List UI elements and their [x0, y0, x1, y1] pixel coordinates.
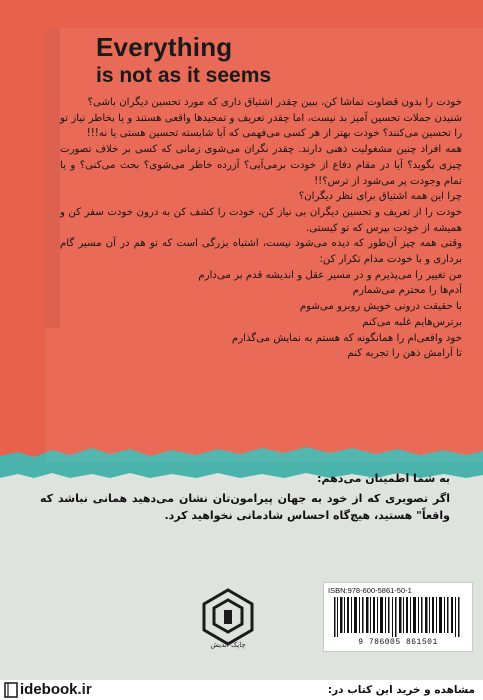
assurance-text: اگر تصویری که از خود به جهان پیرامون‌تان نشان می‌دهید همانی نباشد که واقعاً" هستید، هیچ‌گاه احساس شادمانی نخواهید کرد.	[40, 492, 450, 522]
blurb-paragraph: همه افراد چنین مشغولیت ذهنی دارند. چقدر نگران می‌شوی زمانی که کسی بر خلاف تصورت چیزی بگوید؟ آیا در مقام دفاع از خودت برمی‌آیی؟ آزرده خاطر می‌شوی؟ بحث می‌کنی؟ و یا تمام وجودت پر می‌شود از ترس؟!!	[60, 144, 462, 187]
poem-line: من تغییر را می‌پذیرم و در مسیر عقل و اندیشه قدم بر می‌دارم	[198, 269, 462, 281]
panel-shadow	[46, 28, 60, 328]
poem-line: برترس‌هایم غلبه می‌کنم	[362, 316, 462, 328]
assurance-heading: به شما اطمینان می‌دهم:	[317, 472, 450, 485]
poem-line: تا آرامش ذهن را تجربه کنم	[347, 348, 462, 360]
blurb-paragraph: وقتی همه چیز آن‌طور که دیده می‌شود نیست، اشتباه بزرگی است که تو هم در آن مسیر گام برداری و با خودت مدام تکرار کن:	[60, 238, 462, 266]
poem-lines	[60, 268, 462, 362]
blurb-paragraph: چرا این همه اشتیاق برای نظر دیگران؟	[298, 191, 462, 203]
poem-line: آدم‌ها را محترم می‌شمارم	[352, 285, 462, 297]
blurb-paragraph: خودت را از تعریف و تحسین دیگران بی نیاز کن، خودت را کشف کن به درون خودت سفر کن و همیشه از خودت بپرس که تو کیستی.	[60, 206, 462, 234]
brand-tld: .ir	[77, 681, 92, 698]
cover-title-line1: Everything	[96, 32, 233, 62]
blurb-paragraph: خودت را بدون قضاوت تماشا کن، ببین چقدر اشتیاق داری که مورد تحسین دیگران باشی؟	[87, 97, 462, 108]
blurb-paragraph: شنیدن جملات تحسین آمیز بد نیست، اما چقدر تعریف و تمجیدها واقعی هستند و یا بخاطر نیاز تو را تحسین می‌کنند؟ خودت بهتر از هر کسی می‌فهمی که آیا شایسته تحسین هستی یا نه!!!	[60, 112, 462, 140]
watermark-brand[interactable]	[20, 680, 92, 700]
blurb-text	[60, 95, 462, 362]
poem-line: با حقیقت درونی خویش روبرو می‌شوم	[299, 301, 462, 313]
barcode-icon	[332, 597, 464, 637]
book-icon	[4, 682, 18, 698]
cover-title-line2: is not as it seems	[96, 64, 272, 87]
publisher-logo-icon	[198, 585, 258, 647]
watermark-footer	[0, 680, 483, 700]
brand-name: idebook	[20, 681, 78, 698]
barcode-digits: 9 786005 861501	[358, 638, 438, 647]
poem-line: خود واقعی‌ام را همانگونه که هستم به نمایش می‌گذارم	[231, 332, 462, 344]
watermark-caption: مشاهده و خرید این کتاب در:	[327, 684, 475, 696]
isbn-barcode	[323, 582, 473, 652]
isbn-number: ISBN:978-600-5861-50-1	[328, 586, 412, 595]
publisher-name: چاپک اندیش	[210, 641, 246, 649]
